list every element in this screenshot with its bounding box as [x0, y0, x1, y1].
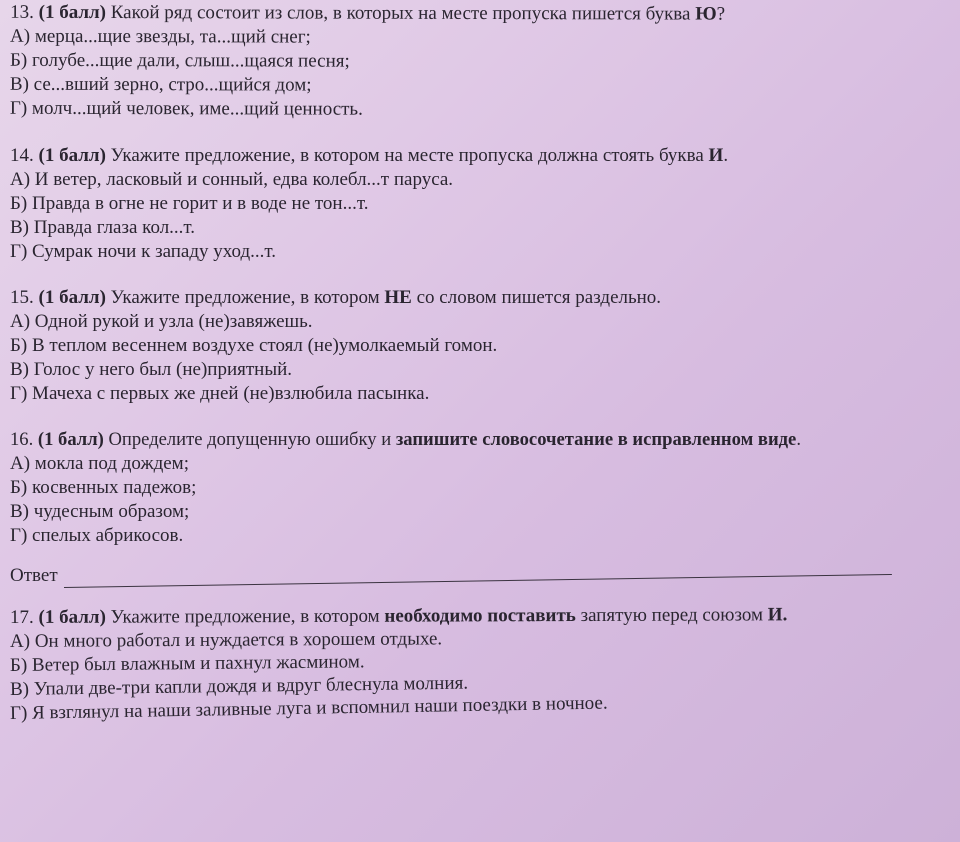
question-bold: запишите словосочетание в исправленном виде	[395, 429, 797, 450]
question-13-title	[10, 1, 952, 27]
question-14-title	[10, 144, 952, 168]
option-d: Г) молч...щий человек, име...щий ценность.	[9, 97, 363, 120]
option-d: Г) спелых абрикосов.	[10, 525, 184, 546]
question-number: 13.	[10, 1, 34, 23]
question-letter: И.	[767, 604, 788, 626]
option-a: А) Он много работал и нуждается в хорошем отдыхе.	[9, 628, 443, 652]
question-text-end: со словом пишется раздельно.	[411, 287, 662, 308]
option-d: Г) Я взглянул на наши заливные луга и вспомнил наши поездки в ночное.	[9, 692, 608, 724]
question-text-end: .	[796, 429, 801, 450]
question-points: (1 балл)	[38, 1, 107, 24]
question-16	[10, 428, 952, 588]
question-14	[10, 144, 952, 264]
question-15	[10, 286, 952, 406]
question-text: Какой ряд состоит из слов, в которых на месте пропуска пишется буква	[105, 2, 696, 25]
option-b: Б) В теплом весеннем воздухе стоял (не)умолкаемый гомон.	[10, 335, 498, 356]
question-points: (1 балл)	[37, 429, 104, 450]
question-text: Определите допущенную ошибку и	[103, 429, 396, 450]
answer-label: Ответ	[10, 565, 58, 586]
option-c: В) Правда глаза кол...т.	[10, 217, 196, 238]
question-text: Укажите предложение, в котором на месте пропуска должна стоять буква	[105, 145, 709, 166]
question-bold: необходимо поставить	[384, 605, 576, 627]
answer-line[interactable]	[63, 556, 891, 588]
option-c: В) Голос у него был (не)приятный.	[10, 359, 293, 380]
option-a: А) мерца...щие звезды, та...щий снег;	[10, 25, 311, 48]
option-c: В) чудесным образом;	[10, 501, 190, 522]
question-text: Укажите предложение, в котором	[105, 605, 385, 628]
question-letter: Ю	[695, 3, 717, 25]
question-points: (1 балл)	[38, 606, 106, 628]
option-a: А) И ветер, ласковый и сонный, едва колебл...т паруса.	[10, 169, 454, 190]
option-a: А) мокла под дождем;	[10, 453, 189, 474]
question-number: 15.	[10, 287, 34, 308]
question-points: (1 балл)	[38, 287, 106, 308]
question-letter: И	[708, 145, 724, 166]
question-16-title	[10, 428, 952, 452]
option-a: А) Одной рукой и узла (не)завяжешь.	[10, 311, 313, 332]
option-b: Б) Ветер был влажным и пахнул жасмином.	[9, 651, 365, 676]
question-text-mid: запятую перед союзом	[575, 604, 768, 627]
option-c: В) Упали две-три капли дождя и вдруг блеснула молния.	[9, 672, 469, 700]
question-points: (1 балл)	[38, 145, 106, 166]
option-b: Б) косвенных падежов;	[10, 477, 197, 498]
option-d: Г) Сумрак ночи к западу уход...т.	[10, 241, 277, 262]
question-bold: НЕ	[384, 287, 412, 308]
option-b: Б) Правда в огне не горит и в воде не тон...т.	[10, 193, 369, 214]
option-d: Г) Мачеха с первых же дней (не)взлюбила пасынка.	[10, 383, 430, 404]
question-13	[10, 1, 952, 123]
question-number: 14.	[10, 145, 34, 166]
option-c: В) се...вший зерно, стро...щийся дом;	[9, 73, 312, 96]
question-17	[10, 606, 952, 726]
answer-row	[10, 562, 952, 588]
option-b: Б) голубе...щие дали, слыш...щаяся песня;	[9, 49, 350, 72]
question-number: 17.	[9, 606, 34, 628]
question-text-end: .	[723, 145, 729, 166]
question-text-end: ?	[716, 3, 726, 25]
question-number: 16.	[10, 429, 34, 450]
question-text: Укажите предложение, в котором	[105, 287, 385, 308]
question-15-title	[10, 286, 952, 310]
